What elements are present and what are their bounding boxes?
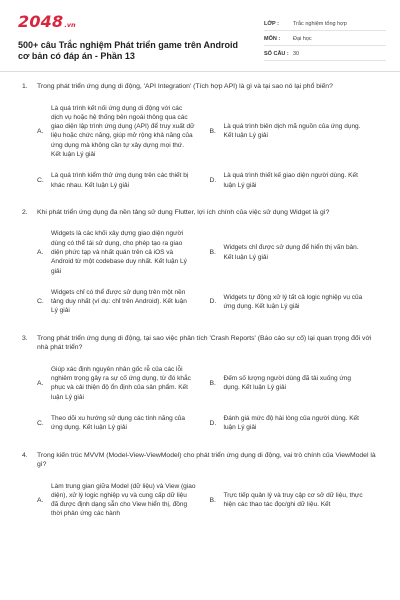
question-list: [0, 72, 400, 525]
answer-option-c[interactable]: [37, 165, 210, 196]
question-body: Trong kiến trúc MVVM (Model-View-ViewModel) cho phát triển ứng dụng di động, vai trò chính của ViewModel là gì?: [37, 451, 376, 469]
answer-grid: [37, 98, 382, 196]
answer-text: Theo dõi xu hướng sử dụng các tính năng của ứng dụng. Kết luận Lý giải: [51, 414, 186, 432]
meta-info: [264, 12, 386, 63]
answer-text: Widgets chỉ được sử dụng để hiển thị văn bản. Kết luận Lý giải: [223, 244, 359, 261]
answer-option-b[interactable]: [210, 476, 383, 525]
answer-option-c[interactable]: [37, 408, 210, 439]
answer-letter: B.: [209, 127, 216, 135]
question-3: [22, 334, 382, 439]
answer-letter: B.: [209, 249, 216, 257]
question-body: Khi phát triển ứng dụng đa nền tảng sử dụng Flutter, lợi ích chính của việc sử dụng Widget là gì?: [37, 208, 330, 216]
question-number: 4.: [22, 451, 28, 459]
answer-letter: C.: [37, 177, 44, 185]
answer-option-b[interactable]: [210, 223, 383, 281]
answer-grid: [37, 476, 382, 525]
meta-value: Trắc nghiệm tổng hợp: [293, 21, 347, 27]
answer-letter: B.: [209, 379, 216, 387]
question-4: [22, 451, 382, 525]
answer-option-d[interactable]: [210, 165, 383, 196]
answer-text: Đếm số lượng người dùng đã tải xuống ứng dụng. Kết luận Lý giải: [223, 375, 351, 392]
meta-label: LỚP :: [264, 21, 279, 27]
meta-value: 30: [293, 51, 300, 57]
answer-option-a[interactable]: [37, 98, 210, 166]
meta-value: Đại học: [293, 36, 312, 42]
meta-row-class: [264, 18, 386, 31]
question-text: [22, 334, 382, 353]
question-number: 2.: [22, 208, 28, 216]
answer-text: Làm trung gian giữa Model (dữ liệu) và View (giao diện), xử lý logic nghiệp vụ và cung cấp dữ liệu đã được định dạng sẵn cho View hiển thị, đồng thời phản ứng các hành: [51, 482, 196, 518]
answer-text: Widgets là các khối xây dựng giao diện người dùng có thể tái sử dụng, cho phép tạo ra giao diện phức tạp và nhất quán trên cả iOS và Android từ một codebase duy nhất. Kết luận Lý giải: [51, 230, 187, 275]
answer-text: Là quá trình kiểm thử ứng dụng trên các thiết bị khác nhau. Kết luận Lý giải: [51, 172, 189, 189]
answer-letter: A.: [37, 249, 44, 257]
question-number: 1.: [22, 83, 28, 90]
answer-text: Là quá trình biên dịch mã nguồn của ứng dụng. Kết luận Lý giải: [223, 123, 361, 140]
answer-option-c[interactable]: [37, 282, 210, 322]
question-body: Trong phát triển ứng dụng di động, 'API Integration' (Tích hợp API) là gì và tại sao nó lại phổ biến?: [37, 83, 333, 90]
answer-letter: C.: [37, 419, 44, 427]
answer-letter: A.: [37, 127, 44, 135]
meta-row-count: [264, 48, 386, 61]
answer-option-b[interactable]: [210, 359, 383, 408]
answer-letter: C.: [37, 298, 44, 306]
header-left: [18, 12, 244, 63]
answer-text: Widgets tự động xử lý tất cả logic nghiệp vụ của ứng dụng. Kết luận Lý giải: [223, 293, 363, 310]
logo-suffix: .vn: [64, 21, 76, 29]
answer-letter: B.: [209, 496, 216, 504]
question-1: [22, 82, 382, 196]
question-text: [22, 208, 382, 218]
answer-text: Đánh giá mức độ hài lòng của người dùng. Kết luận Lý giải: [223, 414, 359, 432]
answer-text: Giúp xác định nguyên nhân gốc rễ của các lỗi nghiêm trọng gây ra sự cố ứng dụng, từ đó khắc phục và cải thiện độ ổn định của sản phẩm. Kết luận Lý giải: [51, 365, 191, 401]
question-text: [22, 451, 382, 470]
meta-label: MÔN :: [264, 36, 281, 42]
answer-option-a[interactable]: [37, 359, 210, 408]
site-logo[interactable]: [18, 12, 244, 31]
answer-grid: [37, 359, 382, 439]
answer-option-a[interactable]: [37, 223, 210, 281]
answer-text: Là quá trình thiết kế giao diện người dùng. Kết luận Lý giải: [223, 172, 358, 189]
answer-letter: D.: [209, 177, 217, 185]
page-header: [0, 0, 400, 72]
answer-letter: D.: [209, 419, 217, 427]
answer-grid: [37, 223, 382, 321]
answer-text: Là quá trình kết nối ứng dụng di động với các dịch vụ hoặc hệ thống bên ngoài thông qua các giao diện lập trình ứng dụng (API) để truy xuất dữ liệu hoặc chức năng, giúp mở rộng khả năng của ứng dụng mà không cần tự xây dựng mọi thứ. Kết luận Lý giải: [51, 104, 195, 158]
page-title: 500+ câu Trắc nghiệm Phát triển game trên Android cơ bản có đáp án - Phần 13: [18, 40, 238, 61]
answer-text: Trực tiếp quản lý và truy cập cơ sở dữ liệu, thực hiện các thao tác đọc/ghi dữ liệu. Kết: [223, 491, 363, 509]
meta-label: SỐ CÂU :: [264, 51, 289, 57]
logo-text: 2048: [18, 12, 64, 31]
meta-row-subject: [264, 33, 386, 46]
answer-option-a[interactable]: [37, 476, 210, 525]
answer-letter: A.: [37, 379, 44, 387]
answer-letter: A.: [37, 496, 44, 504]
question-number: 3.: [22, 334, 28, 342]
answer-option-b[interactable]: [210, 98, 383, 166]
answer-letter: D.: [209, 298, 217, 306]
question-text: [22, 82, 382, 92]
answer-option-d[interactable]: [210, 408, 383, 439]
question-2: [22, 208, 382, 322]
answer-option-d[interactable]: [210, 282, 383, 322]
question-body: Trong phát triển ứng dụng di động, tại sao việc phân tích 'Crash Reports' (Báo cáo sự cố) lại quan trọng đối với nhà phát triển?: [37, 334, 372, 352]
answer-text: Widgets chỉ có thể được sử dụng trên một nền tảng duy nhất (ví dụ: chỉ trên Android). Kết luận Lý giải: [51, 288, 187, 315]
